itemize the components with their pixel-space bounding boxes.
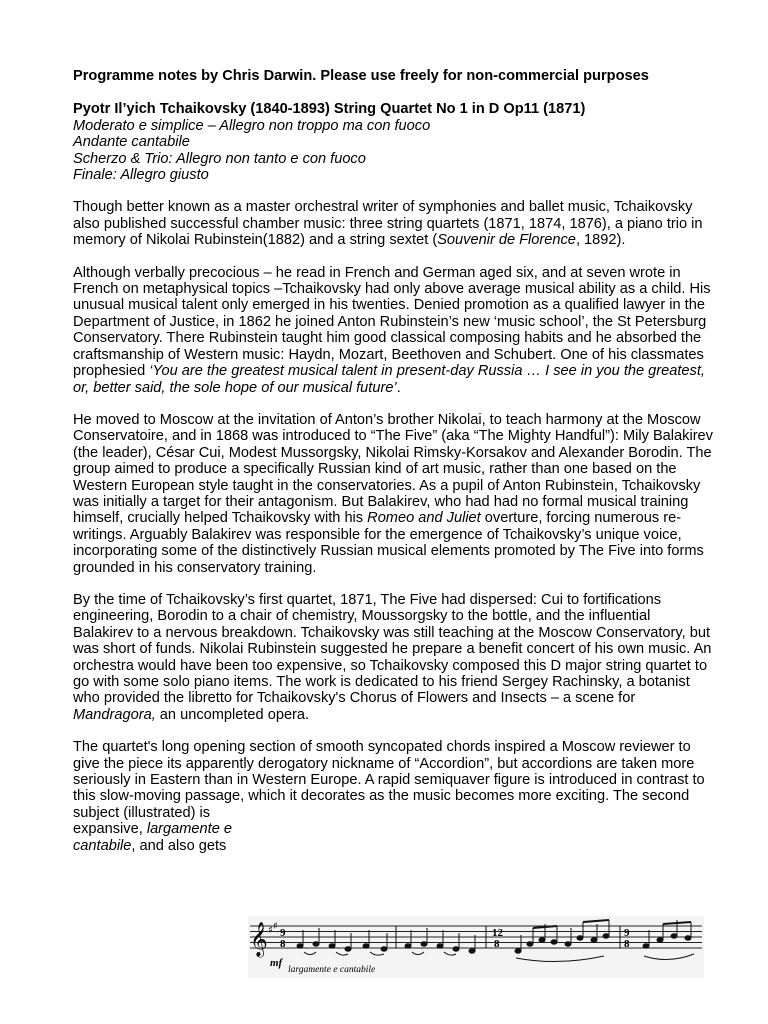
treble-clef-icon: 𝄞: [250, 922, 268, 957]
expression-term: largamente e cantabile: [73, 821, 233, 854]
work-name: Romeo and Juliet: [367, 510, 481, 527]
sharp-icon: ♯: [273, 921, 278, 932]
paragraph-first-quartet: [73, 592, 713, 723]
paragraph-text: , and also gets: [131, 837, 227, 854]
dynamic-marking: mf: [270, 957, 283, 969]
paragraph-moscow: [73, 412, 713, 576]
time-signature-denominator: 8: [494, 938, 500, 950]
paragraph-text: .: [396, 379, 401, 396]
time-signature-denominator: 8: [280, 938, 286, 950]
paragraph-text: overture, forcing numerous re-writings. Arguably Balakirev was responsible for the emergence of Tchaikovsky’s unique voice, incorporating some of the distinctively Russian musical elements promoted by The Five into forms grounded in his conservatory training.: [73, 510, 704, 576]
paragraph-second-subject: [73, 821, 249, 854]
paragraph-intro: [73, 199, 713, 248]
time-signature-denominator: 8: [624, 938, 630, 950]
paragraph-text: Although verbally precocious – he read in French and German aged six, and at seven wrote in French on metaphysical topics –Tchaikovsky had only above average musical ability as a child. His unusual musical talent only emerged in his twenties. Denied promotion as a qualified lawyer in the Department of Justice, in 1862 he joined Anton Rubinstein’s new ‘music school’, the St Petersburg Conservatory. There Rubinstein taught him good classical composing habits and he absorbed the craftsmanship of Western music: Haydn, Mozart, Beethoven and Schubert. One of his classmates prophesied: [73, 264, 711, 380]
paragraph-text: He moved to Moscow at the invitation of Anton’s brother Nikolai, to teach harmony at the Moscow Conservatoire, and in 1868 was introduced to “The Five” (aka “The Mighty Handful”): Mily Balakirev (the leader), César Cui, Modest Mussorgsky, Nikolai Rimsky-Korsakov and Alexander Borodin. The group aimed to produce a specifically Russian kind of art music, rather than one based on the Western European style taught in the conservatories. As a pupil of Anton Rubinstein, Tchaikovsky was initially a target for their antagonism. But Balakirev, who had had no formal musical training himself, crucially helped Tchaikovsky with his: [73, 411, 713, 527]
paragraph-text: The quartet's long opening section of smooth syncopated chords inspired a Moscow reviewer to give the piece its apparently derogatory nickname of “Accordion”, but accordions are taken more seriously in Eastern than in Western Europe. A rapid semiquaver figure is introduced in contrast to this slow-moving passage, which it decorates as the music becomes more exciting. The second subject (illustrated) is: [73, 739, 705, 821]
paragraph-early-life: [73, 265, 713, 396]
work-name: Souvenir de Florence: [437, 232, 576, 249]
programme-header: Programme notes by Chris Darwin. Please use freely for non-commercial purposes: [73, 68, 649, 84]
document-page: [73, 68, 713, 854]
quotation: ‘You are the greatest musical talent in present-day Russia … I see in you the greatest, or, better said, the sole hope of our musical future’: [73, 363, 705, 396]
movement-3: Scherzo & Trio: Allegro non tanto e con fuoco: [73, 150, 366, 167]
paragraph-text: expansive,: [73, 821, 147, 838]
paragraph-text: By the time of Tchaikovsky’s first quartet, 1871, The Five had dispersed: Cui to fortifications engineering, Borodin to a chair of chemistry, Moussorgsky to the bottle, and the influential Balakirev to a nervous breakdown. Tchaikovsky was still teaching at the Moscow Conservatory, but was short of funds. Nikolai Rubinstein suggested he prepare a benefit concert of his own music. An orchestra would have been too expensive, so Tchaikovsky composed this D major string quartet to go with some solo piano items. The work is dedicated to his friend Sergey Rachinsky, a botanist who provided the libretto for Tchaikovsky's Chorus of Flowers and Insects – a scene for: [73, 591, 712, 707]
movement-1: Moderato e simplice – Allegro non troppo ma con fuoco: [73, 117, 431, 134]
paragraph-text: an uncompleted opera.: [155, 706, 310, 723]
paragraph-opening-section: [73, 739, 713, 821]
expression-marking: largamente e cantabile: [288, 965, 376, 975]
movement-4: Finale: Allegro giusto: [73, 167, 209, 184]
paragraph-text: , 1892).: [575, 232, 626, 249]
time-signature-numerator: 9: [280, 927, 286, 939]
sharp-icon: ♯: [268, 925, 273, 936]
work-name: Mandragora,: [73, 706, 156, 723]
movement-2: Andante cantabile: [73, 134, 190, 151]
paragraph-text: Though better known as a master orchestral writer of symphonies and ballet music, Tchaikovsky also published successful chamber music: three string quartets (1871, 1874, 1876), a piano trio in memory of Nikolai Rubinstein(1882) and a string sextet (: [73, 199, 703, 249]
work-title: Pyotr Il’yich Tchaikovsky (1840-1893) String Quartet No 1 in D Op11 (1871): [73, 101, 586, 118]
time-signature-numerator: 9: [624, 927, 630, 939]
time-signature-numerator: 12: [492, 927, 503, 939]
music-score-excerpt: [248, 916, 704, 978]
